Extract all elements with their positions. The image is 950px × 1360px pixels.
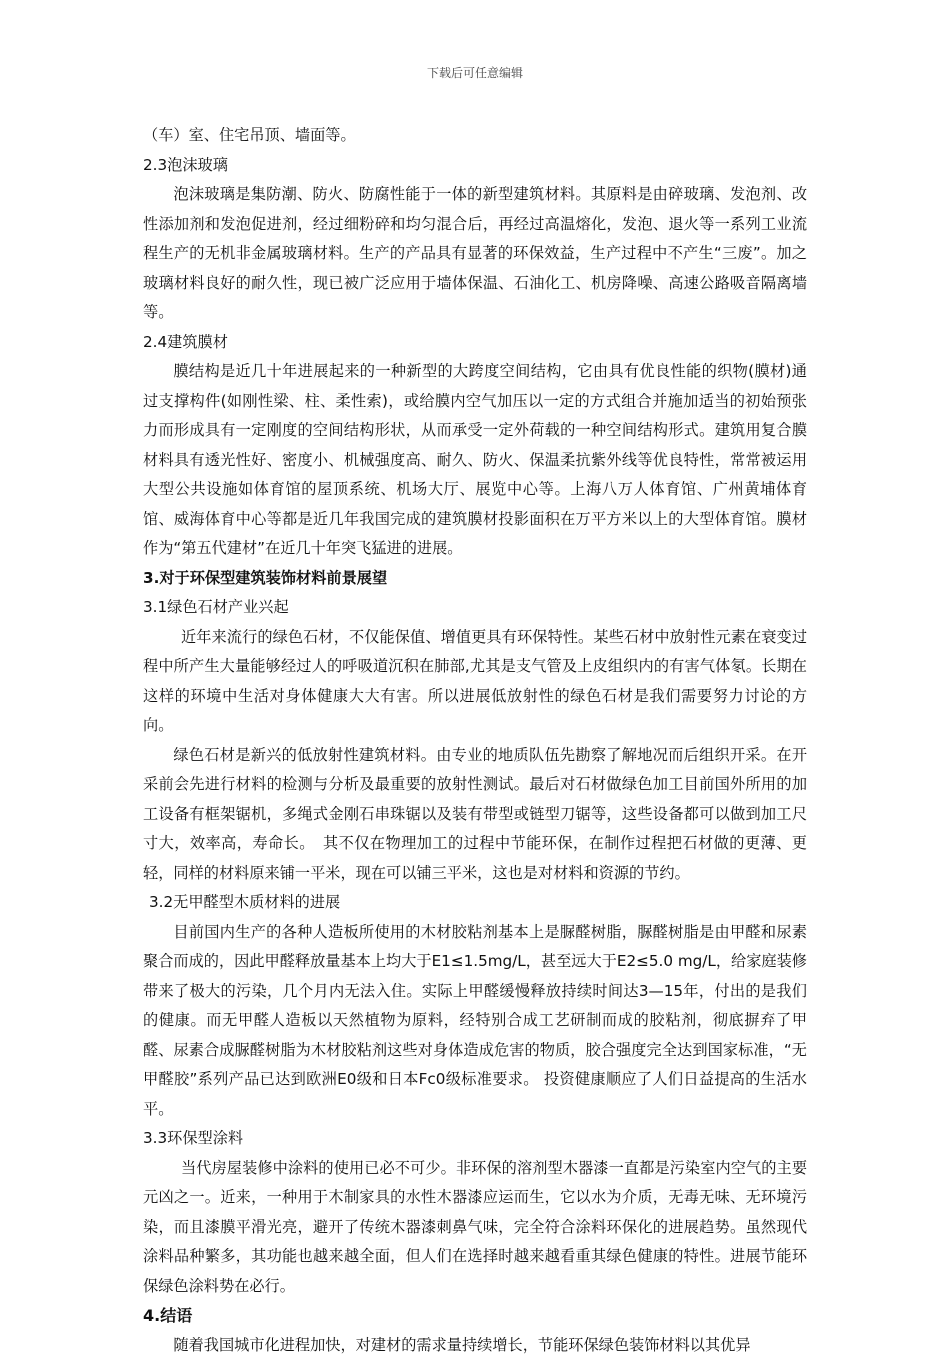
section-heading-3-3: 3.3环保型涂料 <box>143 1124 807 1154</box>
section-heading-2-4: 2.4建筑膜材 <box>143 328 807 358</box>
paragraph-continuation: （车）室、住宅吊顶、墙面等。 <box>143 121 807 151</box>
paragraph-formaldehyde-free: 目前国内生产的各种人造板所使用的木材胶粘剂基本上是脲醛树脂，脲醛树脂是由甲醛和尿素聚合而成的，因此甲醛释放量基本上均大于E1≤1.5mg/L，甚至远大于E2≤5.0 mg/L，给家庭装修带来了极大的污染，几个月内无法入住。实际上甲醛缓慢释放持续时间达3—15年，付出的是我们的健康。而无甲醛人造板以天然植物为原料，经特别合成工艺研制而成的胶粘剂，彻底摒弃了甲醛、尿素合成脲醛树脂为木材胶粘剂这些对身体造成危害的物质，胶合强度完全达到国家标准，“无甲醛胶”系列产品已达到欧洲E0级和日本Fc0级标准要求。 投资健康顺应了人们日益提高的生活水平。 <box>143 918 807 1125</box>
section-heading-3-1: 3.1绿色石材产业兴起 <box>143 593 807 623</box>
paragraph-eco-paint: 当代房屋装修中涂料的使用已必不可少。非环保的溶剂型木器漆一直都是污染室内空气的主要元凶之一。近来，一种用于木制家具的水性木器漆应运而生，它以水为介质，无毒无味、无环境污染，而且漆膜平滑光亮，避开了传统木器漆刺鼻气味，完全符合涂料环保化的进展趋势。虽然现代涂料品种繁多，其功能也越来越全面，但人们在选择时越来越看重其绿色健康的特性。进展节能环保绿色涂料势在必行。 <box>143 1154 807 1302</box>
paragraph-green-stone-b: 绿色石材是新兴的低放射性建筑材料。由专业的地质队伍先勘察了解地况而后组织开采。在开采前会先进行材料的检测与分析及最重要的放射性测试。最后对石材做绿色加工目前国外所用的加工设备有框架锯机，多绳式金刚石串珠锯以及装有带型或链型刀锯等，这些设备都可以做到加工尺寸大，效率高，寿命长。 其不仅在物理加工的过程中节能环保，在制作过程把石材做的更薄、更轻，同样的材料原来铺一平米，现在可以铺三平米，这也是对材料和资源的节约。 <box>143 741 807 889</box>
section-heading-3: 3.对于环保型建筑装饰材料前景展望 <box>143 564 807 594</box>
page-header: 下载后可任意编辑 <box>0 64 950 81</box>
paragraph-foam-glass: 泡沫玻璃是集防潮、防火、防腐性能于一体的新型建筑材料。其原料是由碎玻璃、发泡剂、改性添加剂和发泡促进剂，经过细粉碎和均匀混合后，再经过高温熔化，发泡、退火等一系列工业流程生产的无机非金属玻璃材料。生产的产品具有显著的环保效益，生产过程中不产生“三废”。加之玻璃材料良好的耐久性，现已被广泛应用于墙体保温、石油化工、机房降噪、高速公路吸音隔离墙等。 <box>143 180 807 328</box>
section-heading-2-3: 2.3泡沫玻璃 <box>143 151 807 181</box>
section-heading-3-2: 3.2无甲醛型木质材料的进展 <box>143 888 807 918</box>
section-heading-4: 4.结语 <box>143 1301 807 1331</box>
paragraph-conclusion: 随着我国城市化进程加快，对建材的需求量持续增长，节能环保绿色装饰材料以其优异 <box>143 1331 807 1360</box>
paragraph-membrane: 膜结构是近几十年进展起来的一种新型的大跨度空间结构，它由具有优良性能的织物(膜材)通过支撑构件(如刚性梁、柱、柔性索)，或给膜内空气加压以一定的方式组合并施加适当的初始预张力而形成具有一定刚度的空间结构形状，从而承受一定外荷载的一种空间结构形式。建筑用复合膜材料具有透光性好、密度小、机械强度高、耐久、防火、保温柔抗紫外线等优良特性，常常被运用大型公共设施如体育馆的屋顶系统、机场大厅、展览中心等。上海八万人体育馆、广州黄埔体育馆、威海体育中心等都是近几年我国完成的建筑膜材投影面积在万平方米以上的大型体育馆。膜材作为“第五代建材”在近几十年突飞猛进的进展。 <box>143 357 807 564</box>
document-body <box>143 121 807 1360</box>
paragraph-green-stone-a: 近年来流行的绿色石材，不仅能保值、增值更具有环保特性。某些石材中放射性元素在衰变过程中所产生大量能够经过人的呼吸道沉积在肺部,尤其是支气管及上皮组织内的有害气体氡。长期在这样的环境中生活对身体健康大大有害。所以进展低放射性的绿色石材是我们需要努力讨论的方向。 <box>143 623 807 741</box>
